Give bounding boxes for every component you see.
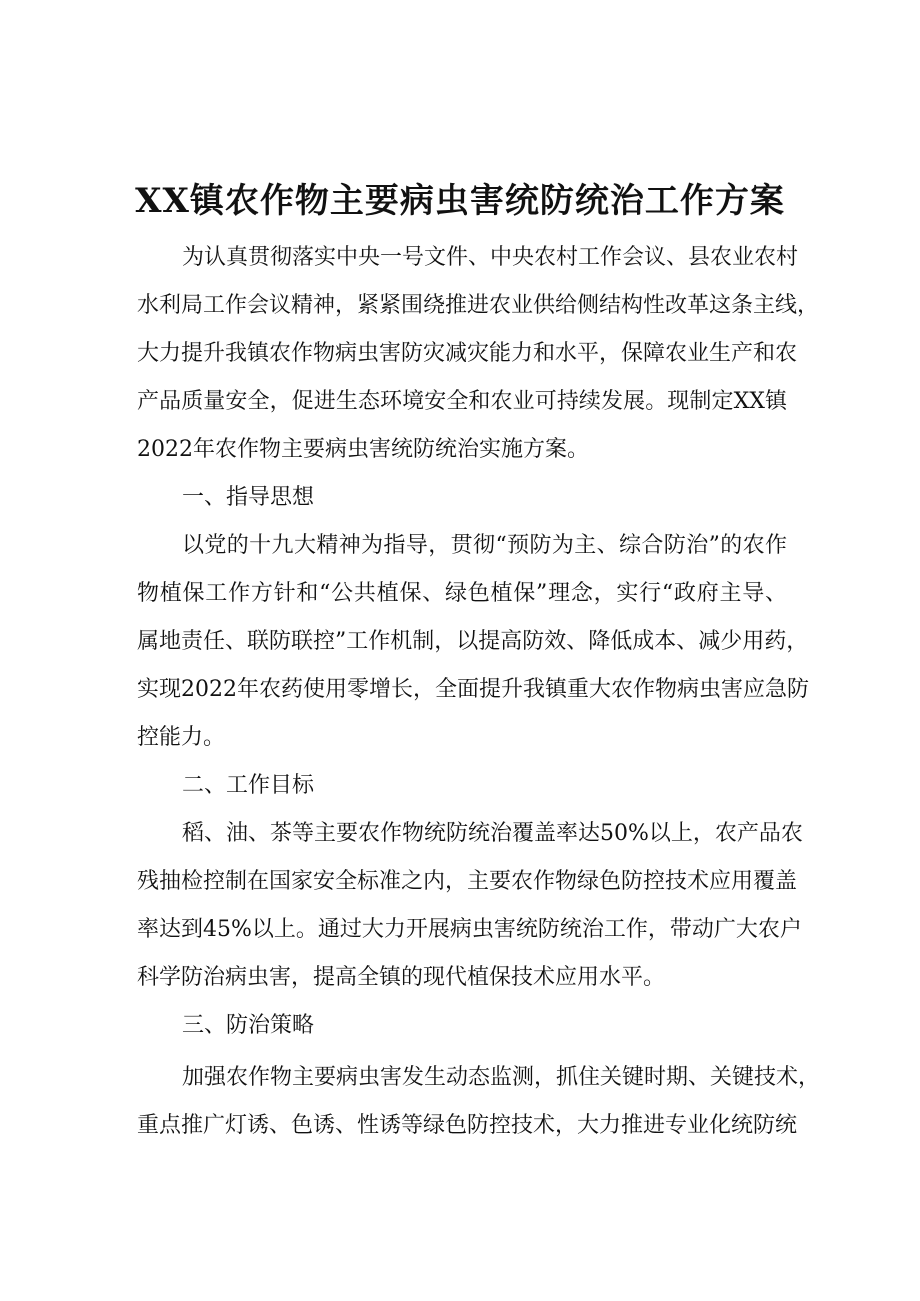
section2-line-2: 残抽检控制在国家安全标准之内，主要农作物绿色防控技术应用覆盖 (137, 869, 798, 894)
section3-line-1: 加强农作物主要病虫害发生动态监测，抓住关键时期、关键技术， (182, 1065, 821, 1090)
document-title: XX镇农作物主要病虫害统防统治工作方案 (135, 181, 785, 221)
section1-line-5: 控能力。 (137, 725, 226, 750)
intro-line-4: 产品质量安全，促进生态环境安全和农业可持续发展。现制定XX镇 (137, 389, 787, 414)
section-heading-guiding-ideology: 一、指导思想 (182, 485, 315, 510)
intro-line-1: 为认真贯彻落实中央一号文件、中央农村工作会议、县农业农村 (182, 245, 799, 270)
intro-line-2: 水利局工作会议精神，紧紧围绕推进农业供给侧结构性改革这条主线， (137, 293, 820, 318)
section2-line-3: 率达到45%以上。通过大力开展病虫害统防统治工作，带动广大农户 (137, 917, 802, 942)
section-heading-work-goals: 二、工作目标 (182, 773, 315, 798)
section-heading-prevention-strategy: 三、防治策略 (182, 1013, 315, 1038)
section1-line-3: 属地责任、联防联控”工作机制，以提高防效、降低成本、减少用药， (137, 629, 809, 654)
section2-line-1: 稻、油、茶等主要农作物统防统治覆盖率达50%以上，农产品农 (182, 821, 803, 846)
intro-line-5: 2022年农作物主要病虫害统防统治实施方案。 (137, 437, 589, 462)
intro-line-3: 大力提升我镇农作物病虫害防灾减灾能力和水平，保障农业生产和农 (137, 341, 798, 366)
section2-line-4: 科学防治病虫害，提高全镇的现代植保技术应用水平。 (137, 965, 666, 990)
section1-line-1: 以党的十九大精神为指导，贯彻“预防为主、综合防治”的农作 (182, 533, 787, 558)
section1-line-2: 物植保工作方针和“公共植保、绿色植保”理念，实行“政府主导、 (137, 581, 787, 606)
section1-line-4: 实现2022年农药使用零增长，全面提升我镇重大农作物病虫害应急防 (137, 677, 809, 702)
section3-line-2: 重点推广灯诱、色诱、性诱等绿色防控技术，大力推进专业化统防统 (137, 1113, 798, 1138)
